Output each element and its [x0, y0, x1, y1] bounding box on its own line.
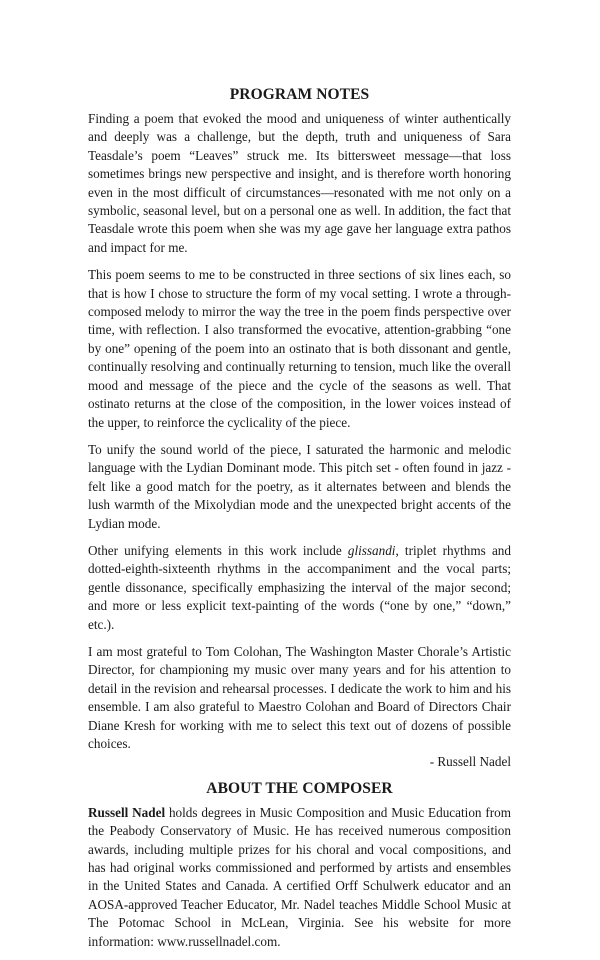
- composer-bio: [88, 804, 511, 951]
- program-notes-paragraph-4: [88, 542, 511, 634]
- glissandi-term: glissandi: [347, 542, 396, 558]
- paragraph-4-text-start: Other unifying elements in this work include: [88, 542, 348, 558]
- document-page: [88, 86, 511, 960]
- program-notes-paragraph-3: To unify the sound world of the piece, I saturated the harmonic and melodic language with the Lydian Dominant mode. This pitch set - often found in jazz - felt like a good match for the poetry, as it alternates between and blends the lush warmth of the Mixolydian mode and the unexpected bright accents of the Lydian mode.: [88, 441, 511, 531]
- program-notes-paragraph-2: This poem seems to me to be constructed in three sections of six lines each, so that is how I chose to structure the form of my vocal setting. I wrote a through-composed melody to mirror the way the tree in the poem finds perspective over time, with reflection. I also transformed the evocative, attention-grabbing “one by one” opening of the poem into an ostinato that is both dissonant and gentle, continually resolving and continually returning to tension, much like the overall mood and message of the piece and the cycle of the seasons as well. That ostinato returns at the close of the composition, in the lower voices instead of the upper, to reinforce the cyclicality of the piece.: [88, 267, 511, 430]
- about-composer-heading: ABOUT THE COMPOSER: [206, 779, 393, 797]
- composer-name: Russell Nadel: [88, 804, 166, 820]
- program-notes-paragraph-5: I am most grateful to Tom Colohan, The Washington Master Chorale’s Artistic Director, for championing my music over many years and for his attention to detail in the revision and rehearsal processes. I dedicate the work to him and his ensemble. I am also grateful to Maestro Colohan and Board of Directors Chair Diane Kresh for working with me to select this text out of dozens of possible choices.: [88, 643, 511, 751]
- composer-bio-text: holds degrees in Music Composition and Music Education from the Peabody Conservatory of Music. He has received numerous composition awards, including multiple prizes for his choral and vocal compositions, and has had original works commissioned and performed by artists and ensembles in the United States and Canada. A certified Orff Schulwerk educator and an AOSA-approved Teacher Educator, Mr. Nadel teaches Middle School Music at The Potomac School in McLean, Virginia. See his website for more information: www.russellnadel.com.: [88, 804, 511, 949]
- paragraph-4-text-end: , triplet rhythms and dotted-eighth-sixteenth rhythms in the accompaniment and the vocal parts; gentle dissonance, specifically emphasizing the interval of the major second; and more or less explicit text-painting of the words (“one by one,” “down,” etc.).: [88, 542, 511, 632]
- program-notes-paragraph-1: Finding a poem that evoked the mood and uniqueness of winter authentically and deeply was a challenge, but the depth, truth and uniqueness of Sara Teasdale’s poem “Leaves” struck me. Its bittersweet message—that loss sometimes brings new perspective and insight, and is therefore worth honoring even in the most difficult of circumstances—resonated with me not only on a symbolic, seasonal level, but on a personal one as well. In addition, the fact that Teasdale wrote this poem when she was my age gave her language extra pathos and impact for me.: [88, 111, 511, 255]
- author-signature: - Russell Nadel: [429, 754, 511, 770]
- program-notes-heading: PROGRAM NOTES: [229, 86, 370, 103]
